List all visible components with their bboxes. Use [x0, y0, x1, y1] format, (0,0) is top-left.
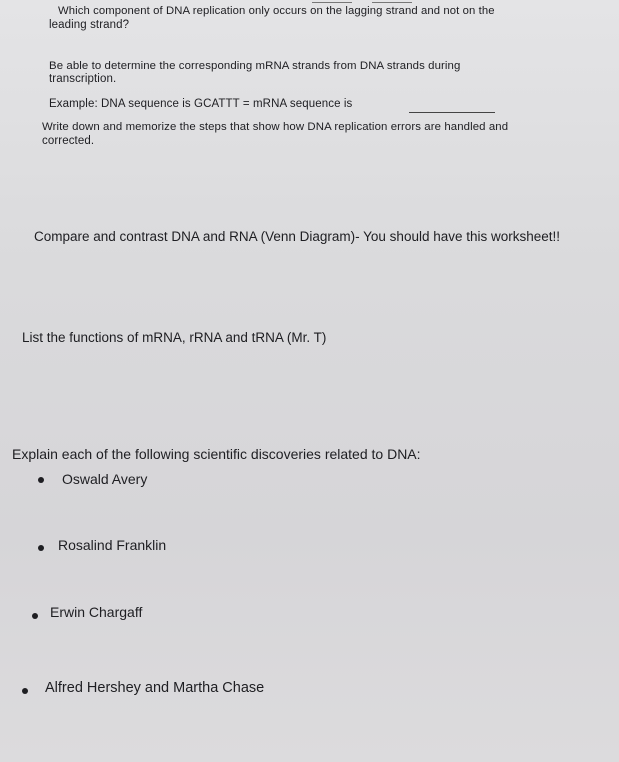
bullet-icon: [22, 688, 28, 694]
question-replication-errors-line1: Write down and memorize the steps that show how DNA replication errors are handled and: [42, 121, 509, 133]
scientist-item: Rosalind Franklin: [58, 537, 167, 553]
question-rna-functions: List the functions of mRNA, rRNA and tRNA (Mr. T): [22, 330, 327, 345]
bullet-icon: [38, 477, 44, 483]
scientist-item: Oswald Avery: [62, 471, 148, 487]
bullet-icon: [32, 613, 38, 619]
scientist-item: Alfred Hershey and Martha Chase: [45, 680, 265, 696]
scientist-item: Erwin Chargaff: [50, 604, 143, 620]
example-line: Example: DNA sequence is GCATTT = mRNA sequence is: [49, 98, 353, 110]
question-transcription-line2: transcription.: [49, 73, 117, 85]
top-rule: [312, 2, 352, 3]
top-rule: [372, 2, 412, 3]
question-replication-errors-line2: corrected.: [42, 135, 95, 147]
question-lagging-strand-line1: Which component of DNA replication only occurs on the lagging strand and not on the: [58, 5, 495, 17]
question-transcription-line1: Be able to determine the corresponding mRNA strands from DNA strands during: [49, 60, 461, 72]
question-discoveries: Explain each of the following scientific discoveries related to DNA:: [12, 446, 421, 462]
bullet-icon: [38, 545, 44, 551]
answer-blank[interactable]: [409, 112, 495, 113]
question-lagging-strand-line2: leading strand?: [49, 19, 130, 31]
question-venn-diagram: Compare and contrast DNA and RNA (Venn Diagram)- You should have this worksheet!!: [34, 229, 561, 244]
